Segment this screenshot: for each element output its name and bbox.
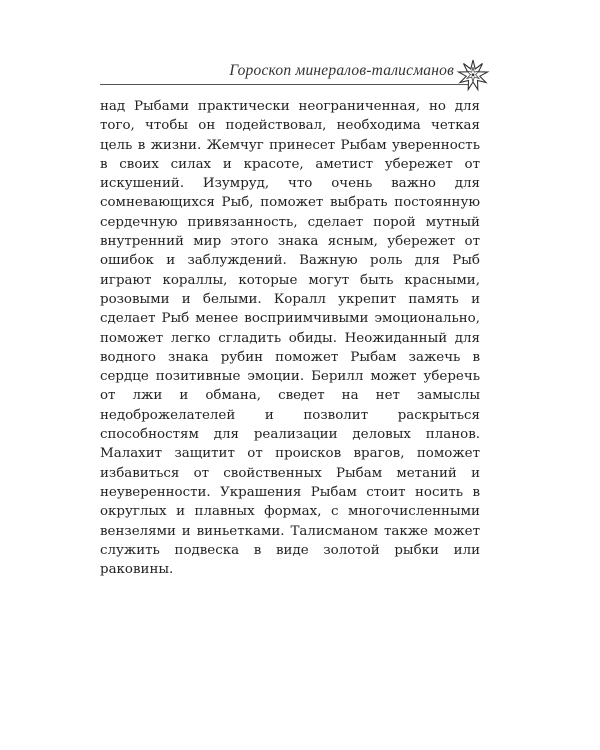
header-rule [100, 84, 472, 85]
body-paragraph: над Рыбами практически неограниченная, но для того, чтобы он подействовал, необходима четкая цель в жизни. Жемчуг принесет Рыбам уверенность в своих силах и красоте, аметист убережет от искушений. Изумруд, что очень важно для сомневающихся Рыб, поможет выбрать постоянную сердечную привязанность, сделает порой мутный внутренний мир этого знака ясным, убережет от ошибок и заблуждений. Важную роль для Рыб играют кораллы, которые могут быть красными, розовыми и белыми. Коралл укрепит память и сделает Рыб менее восприимчивыми эмоционально, поможет легко сгладить обиды. Неожиданный для водного знака рубин поможет Рыбам зажечь в сердце позитивные эмоции. Берилл может уберечь от лжи и обмана, сведет на нет замыслы недоброжелателей и позволит раскрыться способностям для реализации деловых планов. Малахит защитит от происков врагов, поможет избавиться от свойственных Рыбам метаний и неуверенности. Украшения Рыбам стоит носить в округлых и плавных формах, с многочисленными вензелями и виньетками. Талисманом также может служить подвеска в виде золотой рыбки или раковины. [100, 99, 480, 578]
running-header-title: Гороскоп минералов-талисманов [229, 62, 454, 79]
running-header [100, 60, 490, 90]
body-text [100, 97, 480, 579]
star-burst-icon [456, 58, 490, 92]
